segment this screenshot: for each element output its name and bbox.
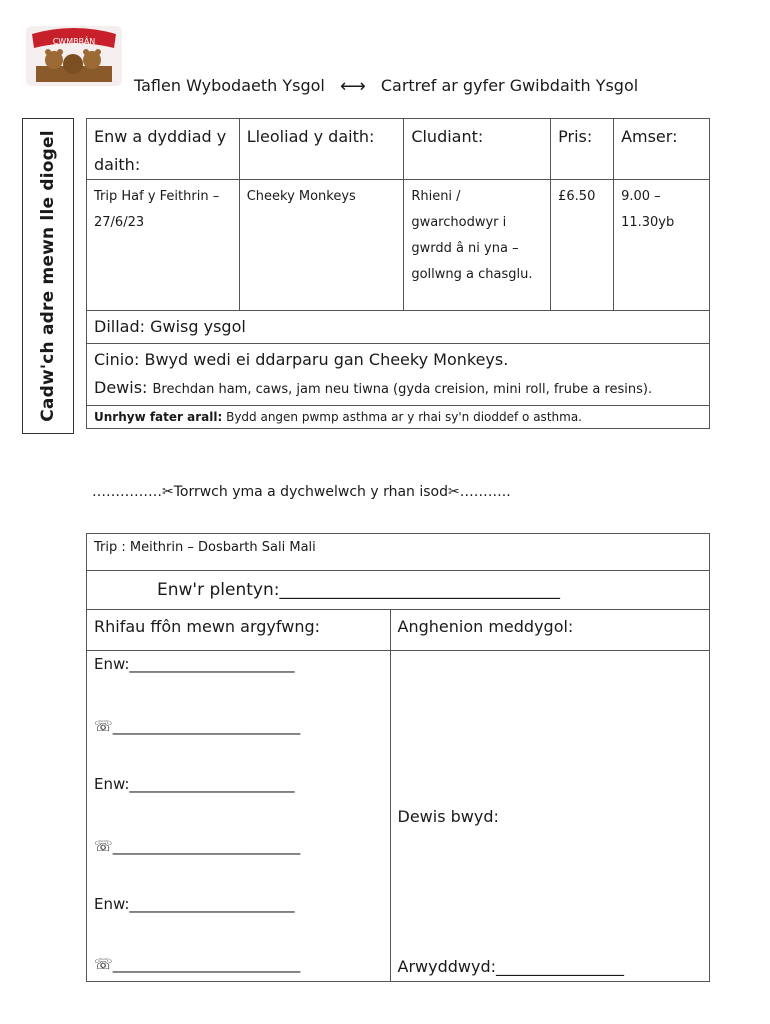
dewis-value: Brechdan ham, caws, jam neu tiwna (gyda creision, mini roll, frube a resins).	[152, 382, 653, 397]
food-choice-label: Dewis bwyd:	[397, 807, 499, 826]
title-right: Cartref ar gyfer Gwibdaith Ysgol	[380, 76, 639, 95]
side-label: Cadw'ch adre mewn lle diogel	[38, 130, 58, 422]
page-title	[134, 76, 714, 97]
other-row	[87, 406, 710, 429]
phone-line-3: _________________________	[112, 955, 301, 973]
side-label-box	[22, 118, 74, 434]
title-left: Taflen Wybodaeth Ysgol	[134, 76, 325, 95]
cut-here-line: ……………✂Torrwch yma a dychwelwch y rhan isod✂………..	[92, 484, 511, 500]
double-arrow-icon: ⟷	[339, 76, 366, 97]
emergency-contacts	[87, 651, 391, 982]
contact-phone-field-1[interactable]	[94, 717, 300, 735]
phone-icon: ☏	[94, 955, 113, 973]
cell-time: 9.00 – 11.30yb	[614, 180, 710, 311]
logo-top-text: YSGOL GYMRAEG	[52, 30, 96, 36]
phone-line-1: _________________________	[112, 717, 301, 735]
header-trip-name: Enw a dyddiad y daith:	[87, 119, 240, 180]
slip-trip-row	[87, 534, 710, 571]
child-name-field[interactable]: Enw'r plentyn:_________________________________	[87, 571, 710, 610]
header-price: Pris:	[551, 119, 614, 180]
school-logo	[26, 24, 122, 88]
logo-banner-text: CWMBRÂN	[52, 37, 96, 46]
phone-icon: ☏	[94, 837, 113, 855]
other-label: Unrhyw fater arall:	[94, 410, 223, 424]
info-data-row	[87, 180, 710, 311]
other-value: Bydd angen pwmp asthma ar y rhai sy'n dioddef o asthma.	[226, 410, 582, 424]
cinio-value: Bwyd wedi ei ddarparu gan Cheeky Monkeys.	[144, 350, 509, 369]
dillad-label: Dillad:	[94, 317, 146, 336]
cell-price: £6.50	[551, 180, 614, 311]
cinio-label: Cinio:	[94, 350, 140, 369]
slip-col-headers	[87, 610, 710, 651]
return-slip-table	[86, 533, 710, 982]
contact-name-field-1[interactable]: Enw:______________________	[94, 655, 295, 673]
phone-line-2: _________________________	[112, 837, 301, 855]
header-location: Lleoliad y daith:	[239, 119, 404, 180]
cell-location: Cheeky Monkeys	[239, 180, 404, 311]
phone-icon: ☏	[94, 717, 113, 735]
dewis-label: Dewis:	[94, 378, 148, 397]
slip-body-row	[87, 651, 710, 982]
header-time: Amser:	[614, 119, 710, 180]
phones-header: Rhifau ffôn mewn argyfwng:	[87, 610, 391, 651]
cell-trip-name: Trip Haf y Feithrin – 27/6/23	[87, 180, 240, 311]
info-table	[86, 118, 710, 429]
contact-phone-field-3[interactable]	[94, 955, 300, 973]
header-transport: Cludiant:	[404, 119, 551, 180]
slip-name-row	[87, 571, 710, 610]
cinio-row	[87, 344, 710, 406]
slip-trip: Trip : Meithrin – Dosbarth Sali Mali	[87, 534, 710, 571]
dillad-value: Gwisg ysgol	[150, 317, 246, 336]
signature-field[interactable]: Arwyddwyd:________________	[397, 957, 624, 976]
info-header-row	[87, 119, 710, 180]
medical-header: Anghenion meddygol:	[390, 610, 710, 651]
cell-transport: Rhieni / gwarchodwyr i gwrdd â ni yna – gollwng a chasglu.	[404, 180, 551, 311]
dillad-row	[87, 311, 710, 344]
contact-name-field-3[interactable]: Enw:______________________	[94, 895, 295, 913]
contact-phone-field-2[interactable]	[94, 837, 300, 855]
medical-needs-area[interactable]	[390, 651, 710, 982]
contact-name-field-2[interactable]: Enw:______________________	[94, 775, 295, 793]
